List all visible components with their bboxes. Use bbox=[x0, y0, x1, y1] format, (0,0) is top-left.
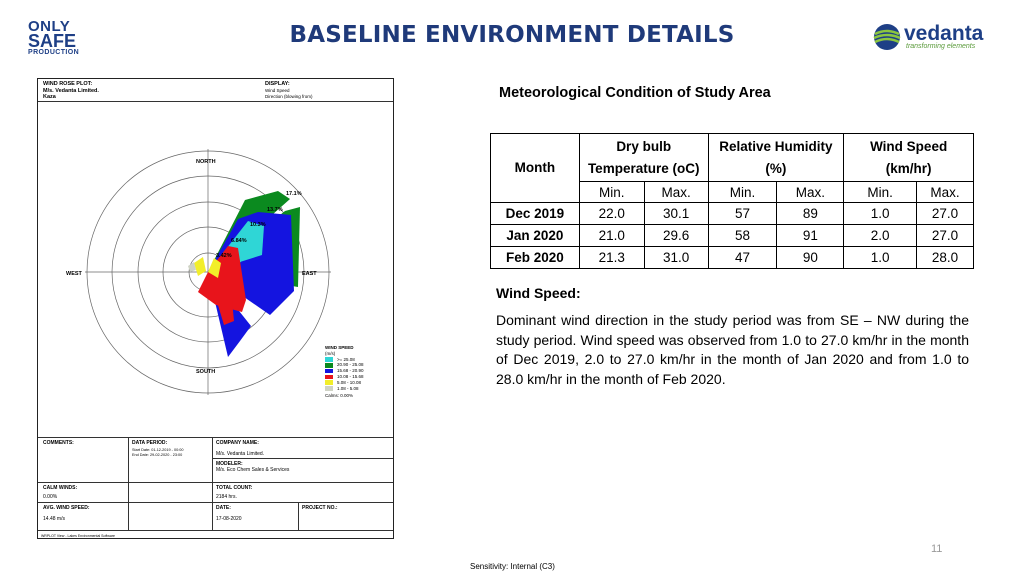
table-cell: 89 bbox=[777, 203, 844, 225]
header-line: (km/hr) bbox=[885, 160, 932, 176]
company-cell bbox=[216, 440, 264, 457]
table-cell: 29.6 bbox=[644, 225, 708, 247]
date: 17-08-2020 bbox=[216, 516, 242, 522]
legend-label: 20.90 - 25.08 bbox=[337, 362, 364, 368]
min-header: Min. bbox=[844, 182, 917, 203]
ring-label-3: 10.3% bbox=[250, 222, 266, 228]
avg-wind-speed-cell bbox=[43, 505, 90, 522]
month-cell: Feb 2020 bbox=[491, 247, 580, 269]
date-label: DATE: bbox=[216, 505, 231, 511]
table-cell: 2.0 bbox=[844, 225, 917, 247]
table-cell: 47 bbox=[708, 247, 777, 269]
header-line: Relative Humidity bbox=[719, 138, 833, 154]
avg-wind-speed-label: AVG. WIND SPEED: bbox=[43, 505, 90, 511]
table-row bbox=[491, 225, 974, 247]
calm-winds: 0.00% bbox=[43, 494, 58, 500]
project-no-cell bbox=[302, 505, 338, 511]
legend-label: 10.08 - 15.68 bbox=[337, 373, 364, 379]
legend-label: 15.68 - 20.90 bbox=[337, 368, 364, 374]
plot-location: Kaza bbox=[43, 94, 56, 100]
legend-label: 1.08 - 5.08 bbox=[337, 385, 359, 391]
comments-cell bbox=[43, 440, 74, 446]
legend-swatch bbox=[325, 380, 333, 385]
modeler: M/s. Eco Chem Sales & Services bbox=[216, 467, 290, 473]
header-line: Wind Speed bbox=[870, 138, 948, 154]
vedanta-tagline: transforming elements bbox=[906, 43, 976, 50]
company-name: M/s. Vedanta Limited. bbox=[216, 451, 265, 457]
table-row bbox=[491, 247, 974, 269]
legend-title: WIND SPEED bbox=[325, 345, 354, 350]
table-cell: 91 bbox=[777, 225, 844, 247]
grid-divider bbox=[38, 502, 393, 503]
header-line: Temperature (oC) bbox=[587, 160, 700, 176]
vedanta-name: vedanta bbox=[904, 22, 984, 45]
grid-divider bbox=[128, 438, 129, 530]
grid-divider bbox=[38, 530, 393, 531]
end-date: End Date: 29-02-2020 - 23:00 bbox=[132, 453, 183, 457]
max-header: Max. bbox=[644, 182, 708, 203]
section-heading: Meteorological Condition of Study Area bbox=[499, 85, 771, 101]
direction-south: SOUTH bbox=[196, 369, 216, 375]
grid-divider bbox=[298, 502, 299, 530]
max-header: Max. bbox=[777, 182, 844, 203]
legend-swatch bbox=[325, 369, 333, 374]
page-number: 11 bbox=[931, 543, 943, 555]
month-header: Month bbox=[491, 134, 580, 203]
legend-swatch bbox=[325, 375, 333, 380]
table-cell: 27.0 bbox=[917, 225, 974, 247]
date-cell bbox=[216, 505, 242, 522]
table-cell: 1.0 bbox=[844, 203, 917, 225]
table-header-row bbox=[491, 134, 974, 182]
legend-item bbox=[325, 386, 364, 392]
windrose-document bbox=[37, 78, 394, 539]
logo-line-3: PRODUCTION bbox=[28, 49, 80, 56]
legend-swatch bbox=[325, 363, 333, 368]
wind-speed-paragraph: Dominant wind direction in the study period was from SE – NW during the study period. Wind speed was observed from 1.0 to 27.0 km/hr in the month of Dec 2019, 2.0 to 27.0 km/hr in the month of Jan 2020 and from 1.0 to 28.0 km/hr in the month of Feb 2020. bbox=[496, 312, 969, 387]
grid-divider bbox=[128, 482, 393, 483]
legend-label: 5.08 - 10.08 bbox=[337, 379, 362, 385]
software-note: WRPLOT View - Lakes Environmental Software bbox=[41, 534, 115, 538]
table-row bbox=[491, 203, 974, 225]
windrose-info-grid bbox=[38, 437, 393, 541]
data-period-label: DATA PERIOD: bbox=[132, 440, 168, 446]
wind-speed-header bbox=[844, 134, 974, 182]
max-header: Max. bbox=[917, 182, 974, 203]
direction-east: EAST bbox=[302, 271, 317, 277]
grid-divider bbox=[212, 458, 393, 459]
legend-swatch bbox=[325, 386, 333, 391]
start-date: Start Date: 01-12-2019 - 00:00 bbox=[132, 448, 184, 452]
modeler-label: MODELER: bbox=[216, 461, 243, 467]
comments-label: COMMENTS: bbox=[43, 440, 74, 446]
logo-line-2: SAFE bbox=[28, 31, 77, 51]
legend-swatch bbox=[325, 357, 333, 362]
wind-speed-heading: Wind Speed: bbox=[496, 285, 581, 301]
petal-yellow-west bbox=[194, 257, 206, 276]
temperature-header bbox=[579, 134, 708, 182]
table-cell: 31.0 bbox=[644, 247, 708, 269]
direction-west: WEST bbox=[66, 271, 82, 277]
ring-label-4: 13.7% bbox=[267, 207, 283, 213]
table-cell: 22.0 bbox=[579, 203, 644, 225]
month-cell: Jan 2020 bbox=[491, 225, 580, 247]
windrose-legend bbox=[325, 345, 364, 399]
legend-label: >= 25.08 bbox=[337, 356, 355, 362]
table-cell: 1.0 bbox=[844, 247, 917, 269]
company-name-label: COMPANY NAME: bbox=[216, 440, 259, 446]
project-no-label: PROJECT NO.: bbox=[302, 505, 338, 511]
direction-north: NORTH bbox=[196, 159, 216, 165]
min-header: Min. bbox=[579, 182, 644, 203]
data-period-cell bbox=[132, 440, 210, 458]
table-cell: 58 bbox=[708, 225, 777, 247]
legend-unit: (m/s) bbox=[325, 350, 336, 356]
ring-label-2: 6.84% bbox=[231, 238, 247, 244]
table-cell: 28.0 bbox=[917, 247, 974, 269]
logo-line-1: ONLY bbox=[28, 18, 71, 35]
grid-divider bbox=[38, 482, 128, 483]
table-cell: 21.3 bbox=[579, 247, 644, 269]
min-header: Min. bbox=[708, 182, 777, 203]
meteorological-table bbox=[490, 133, 974, 269]
ring-label-1: 3.42% bbox=[216, 253, 232, 259]
sensitivity-label: Sensitivity: Internal (C3) bbox=[470, 562, 555, 571]
total-count-label: TOTAL COUNT: bbox=[216, 485, 253, 491]
table-cell: 90 bbox=[777, 247, 844, 269]
plot-company: M/s. Vedanta Limited. bbox=[43, 87, 99, 94]
calm-winds-label: CALM WINDS: bbox=[43, 485, 78, 491]
month-cell: Dec 2019 bbox=[491, 203, 580, 225]
table-cell: 57 bbox=[708, 203, 777, 225]
total-count: 2184 hrs. bbox=[216, 494, 237, 500]
table-cell: 27.0 bbox=[917, 203, 974, 225]
humidity-header bbox=[708, 134, 844, 182]
header-line: (%) bbox=[765, 160, 787, 176]
display-value-2: Direction (blowing from) bbox=[265, 93, 313, 99]
table-cell: 30.1 bbox=[644, 203, 708, 225]
vedanta-globe-icon bbox=[872, 22, 902, 52]
avg-wind-speed: 14.48 m/s bbox=[43, 516, 65, 522]
ring-label-5: 17.1% bbox=[286, 191, 302, 197]
modeler-cell bbox=[216, 461, 296, 473]
calm-winds-cell bbox=[43, 485, 77, 500]
header-line: Dry bulb bbox=[616, 138, 672, 154]
grid-divider bbox=[212, 438, 213, 530]
legend-calms: Calms: 0.00% bbox=[325, 393, 354, 399]
vedanta-logo bbox=[872, 22, 1002, 52]
table-cell: 21.0 bbox=[579, 225, 644, 247]
display-label: DISPLAY: bbox=[265, 81, 290, 87]
plot-label: WIND ROSE PLOT: bbox=[43, 81, 93, 87]
display-value-1: Wind Speed bbox=[265, 88, 290, 93]
total-count-cell bbox=[216, 485, 252, 500]
page-title: BASELINE ENVIRONMENT DETAILS bbox=[289, 22, 735, 48]
